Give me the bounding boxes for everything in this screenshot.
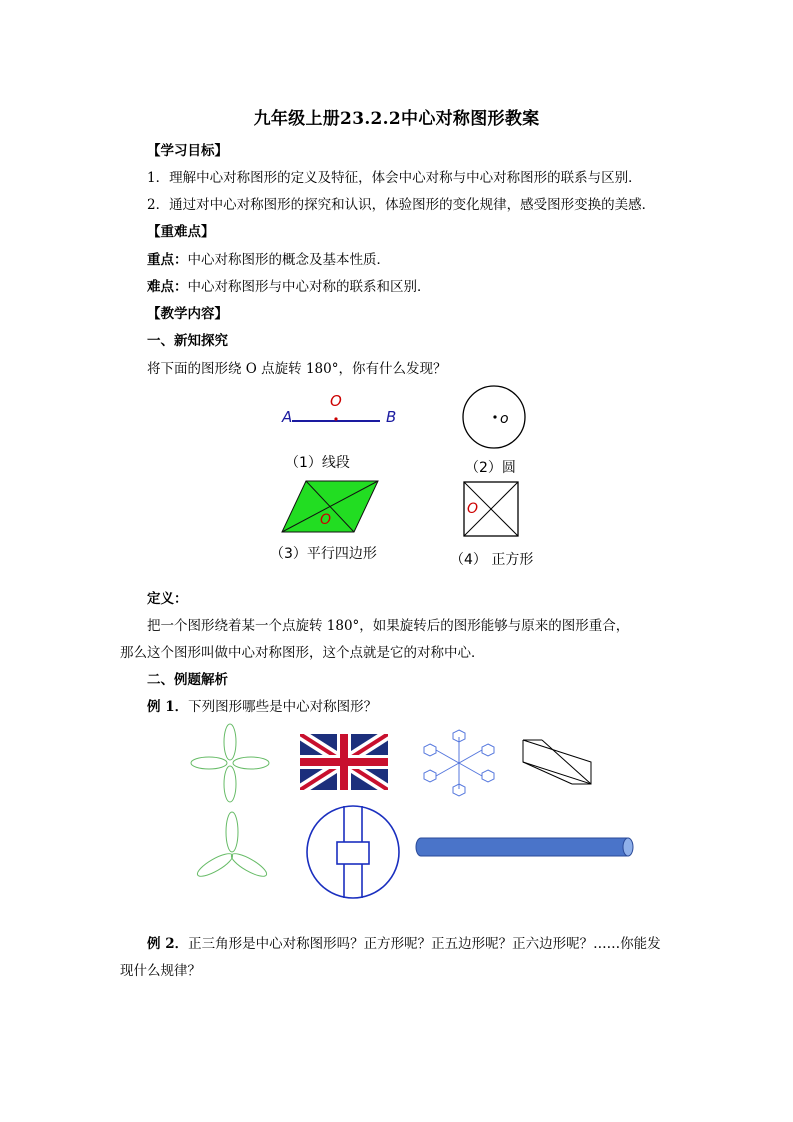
- ex2-text-1: 正三角形是中心对称图形吗？正方形呢？正五边形呢？正六边形呢？……你能发: [188, 936, 661, 952]
- label-a: A: [282, 408, 293, 426]
- ex2-label: 例 2．: [147, 936, 189, 952]
- label-b: B: [386, 408, 397, 426]
- content-heading: 【教学内容】: [147, 306, 228, 322]
- definition-label: 定义：: [147, 591, 188, 607]
- part1-heading: 一、新知探究: [147, 333, 228, 349]
- example-1: [147, 695, 377, 715]
- ex1-label: 例 1．: [147, 699, 189, 715]
- definition-text-2: 那么这个图形叫做中心对称图形，这个点就是它的对称中心．: [120, 645, 485, 661]
- ex1-text: 下列图形哪些是中心对称图形？: [188, 699, 378, 715]
- difficult-text: 中心对称图形与中心对称的联系和区别．: [187, 279, 431, 295]
- segment-center-dot: [334, 417, 337, 420]
- z-shape-figure: [523, 740, 591, 784]
- circle-label-o: o: [500, 411, 509, 427]
- key-text: 中心对称图形的概念及基本性质．: [187, 252, 390, 268]
- example1-figures: [180, 722, 650, 902]
- parallelogram-caption: （3）平行四边形: [270, 546, 377, 562]
- segment-label-o: O: [330, 392, 342, 410]
- segment-caption: （1）线段: [285, 455, 350, 471]
- square-label-o: O: [467, 501, 479, 517]
- example-2-line-1: [147, 932, 661, 952]
- cylinder-figure: [416, 838, 633, 856]
- key-label: 重点：: [147, 252, 188, 268]
- goal-1: 1．理解中心对称图形的定义及特征，体会中心对称与中心对称图形的联系与区别．: [147, 170, 642, 186]
- three-leaf-figure: [195, 812, 270, 880]
- parallelogram-label-o: O: [320, 512, 332, 528]
- key-points: [147, 248, 390, 268]
- difficult-points: [147, 275, 431, 295]
- page-title: 九年级上册23.2.2中心对称图形教案: [253, 109, 540, 129]
- goal-2: 2．通过对中心对称图形的探究和认识，体验图形的变化规律，感受图形变换的美感．: [147, 197, 656, 213]
- square-caption: （4） 正方形: [450, 552, 534, 568]
- part1-prompt: 将下面的图形绕 O 点旋转 180°，你有什么发现？: [147, 361, 447, 377]
- four-leaf-figure: [191, 724, 269, 802]
- definition-text-1: 把一个图形绕着某一个点旋转 180°，如果旋转后的图形能够与原来的图形重合，: [147, 618, 630, 634]
- goals-heading: 【学习目标】: [147, 143, 228, 159]
- circle-center-dot: [493, 415, 496, 418]
- example-2-line-2: 现什么规律？: [120, 963, 201, 979]
- part2-heading: 二、例题解析: [147, 672, 228, 688]
- circle-caption: （2）圆: [465, 460, 516, 476]
- ancient-coin-figure: [307, 806, 399, 898]
- snowflake-figure: [424, 730, 494, 796]
- union-jack-flag: [300, 734, 388, 790]
- key-heading: 【重难点】: [147, 224, 215, 240]
- difficult-label: 难点：: [147, 279, 188, 295]
